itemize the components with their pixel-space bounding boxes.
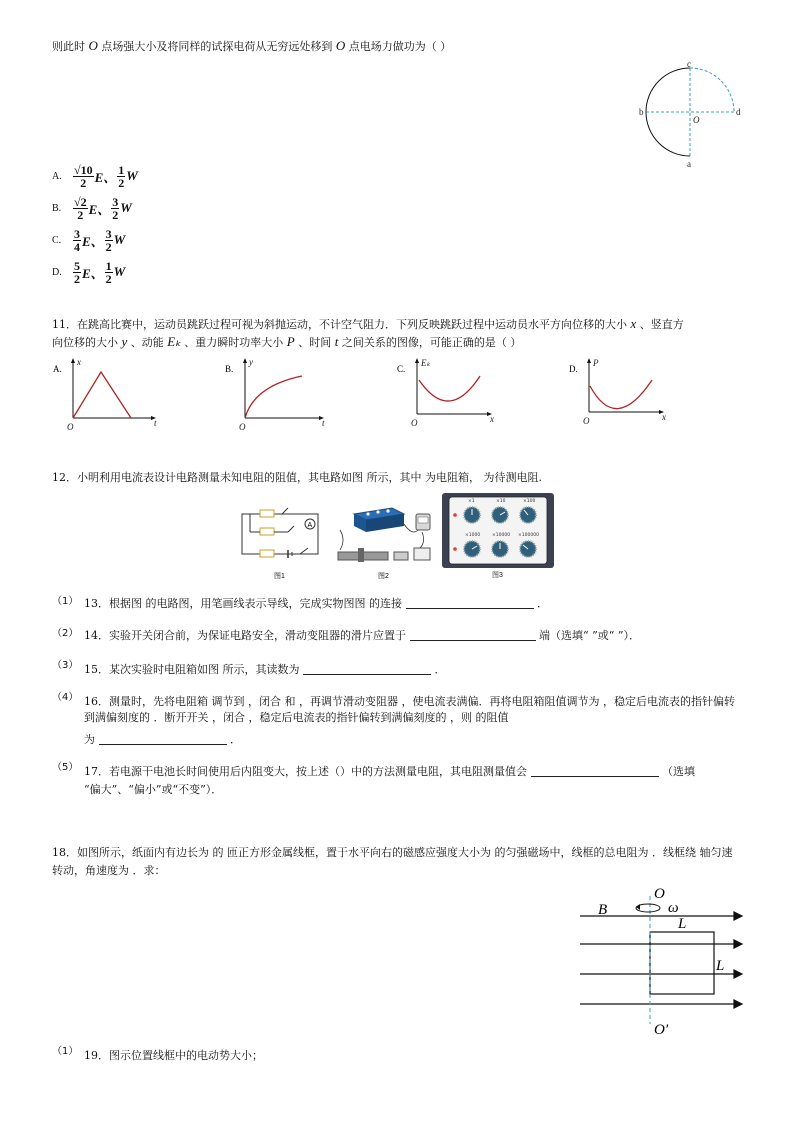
- denominator: 2: [80, 175, 87, 190]
- sub-index: （1）: [52, 596, 79, 607]
- option-label: D.: [52, 266, 62, 278]
- figure-caption: 图3: [492, 572, 503, 579]
- q11-graph-b[interactable]: [222, 356, 342, 432]
- q12-figure3-resistance-box: [442, 493, 554, 568]
- resistance-box-panel: [442, 493, 554, 568]
- denominator: 4: [74, 239, 80, 254]
- label-l-side: L: [716, 958, 725, 974]
- option-mid: E、: [94, 169, 117, 185]
- var-ek: Eₖ: [167, 334, 181, 349]
- x-label: x: [662, 412, 666, 422]
- curve-triangle: [73, 372, 131, 418]
- q11-text: 11．在跳高比赛中，运动员跳跃过程可视为斜抛运动，不计空气阻力．下列反映跳跃过程中运动员水平方向位移的大小: [52, 318, 627, 331]
- var-x: x: [630, 316, 637, 331]
- q10-stem: [52, 38, 451, 55]
- label-omega: ω: [668, 900, 679, 916]
- sub-text-end: ．: [434, 663, 446, 676]
- q10-option-c[interactable]: [52, 224, 138, 256]
- fraction: [111, 196, 119, 221]
- q10-stem-a: 则此时: [52, 40, 85, 53]
- q12-sub-13: [84, 596, 548, 612]
- knob: [376, 510, 379, 513]
- answer-blank[interactable]: [303, 662, 431, 675]
- q10-semicircle-diagram: [636, 58, 748, 178]
- sub-text-end: ．: [537, 597, 548, 610]
- q11-graph-d[interactable]: [566, 356, 686, 432]
- option-end: W: [113, 232, 126, 247]
- q11-text: 、竖直方: [639, 318, 684, 331]
- x-label: t: [154, 418, 157, 428]
- numerator: √10: [74, 162, 93, 177]
- q11-text: 、重力瞬时功率大小: [184, 336, 284, 349]
- q10-option-b[interactable]: [52, 192, 138, 224]
- switch-k1: [282, 508, 288, 514]
- q11-graph-c[interactable]: [394, 356, 514, 432]
- origin-label: O: [239, 422, 246, 432]
- multiplier-label: ×100: [523, 499, 536, 504]
- switch-k2: [288, 526, 294, 532]
- y-arrow-icon: [71, 358, 75, 363]
- multiplier-label: ×100000: [518, 533, 539, 538]
- q10-o2: O: [335, 38, 346, 53]
- option-label: C.: [52, 234, 62, 246]
- fraction: [73, 228, 81, 253]
- multiplier-label: ×1: [468, 499, 475, 504]
- field-arrow-icon: [734, 1000, 742, 1008]
- option-mid: E、: [82, 233, 104, 249]
- numerator: 3: [105, 226, 112, 241]
- label-o: O: [654, 886, 665, 902]
- option-mid: E、: [82, 265, 104, 281]
- q12-sub-14: [84, 628, 640, 644]
- curve-saturating: [245, 376, 302, 418]
- q11-text: 向位移的大小: [52, 336, 118, 349]
- y-label: P: [593, 358, 599, 368]
- q18-sub-19: 19．图示位置线框中的电动势大小；: [84, 1049, 263, 1062]
- wire: [420, 532, 424, 548]
- option-end: W: [120, 200, 132, 215]
- var-y: y: [121, 334, 128, 349]
- graph-label: D.: [569, 364, 578, 374]
- answer-blank[interactable]: [410, 628, 536, 641]
- denominator: 2: [105, 239, 112, 254]
- option-label: B.: [52, 202, 62, 214]
- figure-caption: 图1: [274, 573, 285, 580]
- slider: [358, 548, 364, 562]
- ammeter-symbol: A: [307, 522, 313, 529]
- denominator: 2: [105, 271, 112, 286]
- q11-text: 、时间: [298, 336, 332, 349]
- field-arrow-icon: [734, 912, 742, 920]
- y-arrow-icon: [587, 358, 591, 363]
- origin-label: O: [67, 422, 74, 432]
- q12-sub-16-line3: [84, 732, 241, 748]
- sub-text: 13．根据图 的电路图，用笔画线表示导线，完成实物图图 的连接: [84, 597, 402, 610]
- origin-label: O: [411, 418, 418, 428]
- wire: [340, 530, 343, 550]
- q10-option-d[interactable]: [52, 256, 138, 288]
- sub-text: 14．实验开关闭合前，为保证电路安全，滑动变阻器的滑片应置于: [84, 629, 406, 642]
- q12-sub-15: [84, 662, 446, 678]
- terminal-icon: [453, 513, 457, 517]
- label-o-prime: O′: [654, 1022, 669, 1038]
- q10-stem-c: 点电场力做功为（ ）: [348, 40, 452, 53]
- denominator: 2: [118, 175, 125, 190]
- label-o: O: [693, 115, 700, 125]
- x-label: t: [322, 418, 325, 428]
- q10-o1: O: [88, 38, 98, 53]
- q12-figure2-apparatus: [332, 500, 438, 580]
- sub-text-end: 端（选填“ ”或“ ”）．: [539, 629, 640, 642]
- numerator: 3: [112, 194, 119, 209]
- curve-parabola: [419, 376, 480, 401]
- q11-text: 、动能: [130, 336, 164, 349]
- label-d: d: [736, 107, 741, 117]
- numerator: 3: [74, 226, 80, 241]
- var-p: P: [286, 334, 295, 349]
- square-loop: [650, 932, 714, 994]
- x-label: x: [490, 414, 494, 424]
- label-a: a: [687, 159, 691, 169]
- y-arrow-icon: [415, 358, 419, 363]
- q11-graph-a[interactable]: [50, 356, 170, 432]
- fraction: [105, 260, 113, 285]
- switch-device: [394, 552, 408, 560]
- resistor-r1: [260, 510, 274, 517]
- origin-label: O: [583, 416, 590, 426]
- fraction: [73, 164, 94, 189]
- numerator: √2: [74, 194, 87, 209]
- y-label: y: [249, 357, 253, 367]
- multiplier-label: ×1000: [465, 533, 481, 538]
- fraction: [117, 164, 125, 189]
- option-label: A.: [52, 170, 62, 182]
- sub-text: 17．若电源干电池长时间使用后内阻变大，按上述（）中的方法测量电阻，其电阻测量值会: [84, 765, 527, 778]
- resistor-r2: [260, 528, 274, 535]
- q18-rotating-loop-diagram: [576, 882, 748, 1038]
- sub-index: （2）: [52, 628, 79, 639]
- numerator: 5: [74, 258, 80, 273]
- sub-text: 为: [84, 733, 95, 746]
- q11-stem-line1: [52, 316, 684, 333]
- sub-index: （4）: [52, 692, 79, 703]
- option-end: W: [113, 264, 126, 279]
- sub-index: （1）: [52, 1046, 79, 1057]
- y-arrow-icon: [243, 358, 247, 363]
- q12-sub-17-line2: “偏大”、“偏小”或“不变”）．: [84, 783, 223, 796]
- answer-blank[interactable]: [99, 732, 227, 745]
- label-b: b: [639, 107, 644, 117]
- graph-label: B.: [225, 364, 234, 374]
- y-label: x: [77, 357, 81, 367]
- multiplier-label: ×10000: [492, 533, 511, 538]
- fraction: [73, 196, 88, 221]
- ammeter-dial: [418, 517, 428, 523]
- knob: [386, 509, 389, 512]
- option-end: W: [126, 168, 138, 183]
- numerator: 1: [118, 162, 125, 177]
- denominator: 2: [74, 271, 80, 286]
- sub-text-end: ．: [230, 733, 241, 746]
- q12-sub-17: [84, 764, 695, 780]
- q11-text: 之间关系的图像，可能正确的是（ ）: [341, 336, 522, 349]
- field-arrow-icon: [734, 940, 742, 948]
- answer-blank[interactable]: [531, 764, 659, 777]
- q12-sub-16: 16．测量时，先将电阻箱 调节到 ，闭合 和 ，再调节滑动变阻器 ，使电流表满偏．再将电阻箱阻值调节为 ，稳定后电流表的指针偏转到满偏刻度的 ．断开开关 ，闭合 ，稳定后电流表的指针偏转到满偏刻度的 ，则 的阻值: [84, 695, 735, 724]
- q12-figure1-circuit: [238, 500, 326, 580]
- denominator: 2: [112, 207, 119, 222]
- sub-index: （3）: [52, 660, 79, 671]
- terminal-icon: [453, 547, 457, 551]
- label-c: c: [687, 59, 691, 69]
- graph-label: A.: [53, 364, 62, 374]
- numerator: 1: [105, 258, 112, 273]
- sub-text-mid: （选填: [662, 765, 695, 778]
- q10-option-a[interactable]: [52, 160, 138, 192]
- q18-stem: 18．如图所示，纸面内有边长为 的 匝正方形金属线框，置于水平向右的磁感应强度大小为 的匀强磁场中，线框的总电阻为 ．线框绕 轴匀速转动，角速度为 ．求：: [52, 846, 733, 877]
- var-t: t: [334, 334, 339, 349]
- sub-index: （5）: [52, 762, 79, 773]
- q11-stem-line2: [52, 334, 521, 351]
- label-b: B: [598, 902, 608, 918]
- fraction: [105, 228, 113, 253]
- y-label: Eₖ: [421, 358, 431, 368]
- label-l-top: L: [678, 916, 687, 932]
- figure-caption: 图2: [378, 573, 389, 580]
- sub-text: 15．某次实验时电阻箱如图 所示，其读数为: [84, 663, 300, 676]
- denominator: 2: [77, 207, 84, 222]
- dashed-quarter-arc: [690, 68, 734, 112]
- option-mid: E、: [88, 201, 111, 217]
- answer-blank[interactable]: [406, 596, 534, 609]
- q10-options: [52, 160, 138, 288]
- switch-k: [300, 548, 308, 554]
- fraction: [73, 260, 81, 285]
- q10-stem-b: 点场强大小及将同样的试探电荷从无穷远处移到: [101, 40, 333, 53]
- battery-device: [414, 548, 430, 560]
- graph-label: C.: [397, 364, 406, 374]
- multiplier-label: ×10: [496, 499, 506, 504]
- curve-parabola: [590, 380, 652, 409]
- q12-stem: 12．小明利用电流表设计电路测量未知电阻的阻值，其电路如图 所示，其中 为电阻箱， 为待测电阻.: [52, 471, 542, 484]
- field-arrow-icon: [734, 970, 742, 978]
- slide-rheostat: [260, 550, 274, 557]
- knob: [366, 512, 369, 515]
